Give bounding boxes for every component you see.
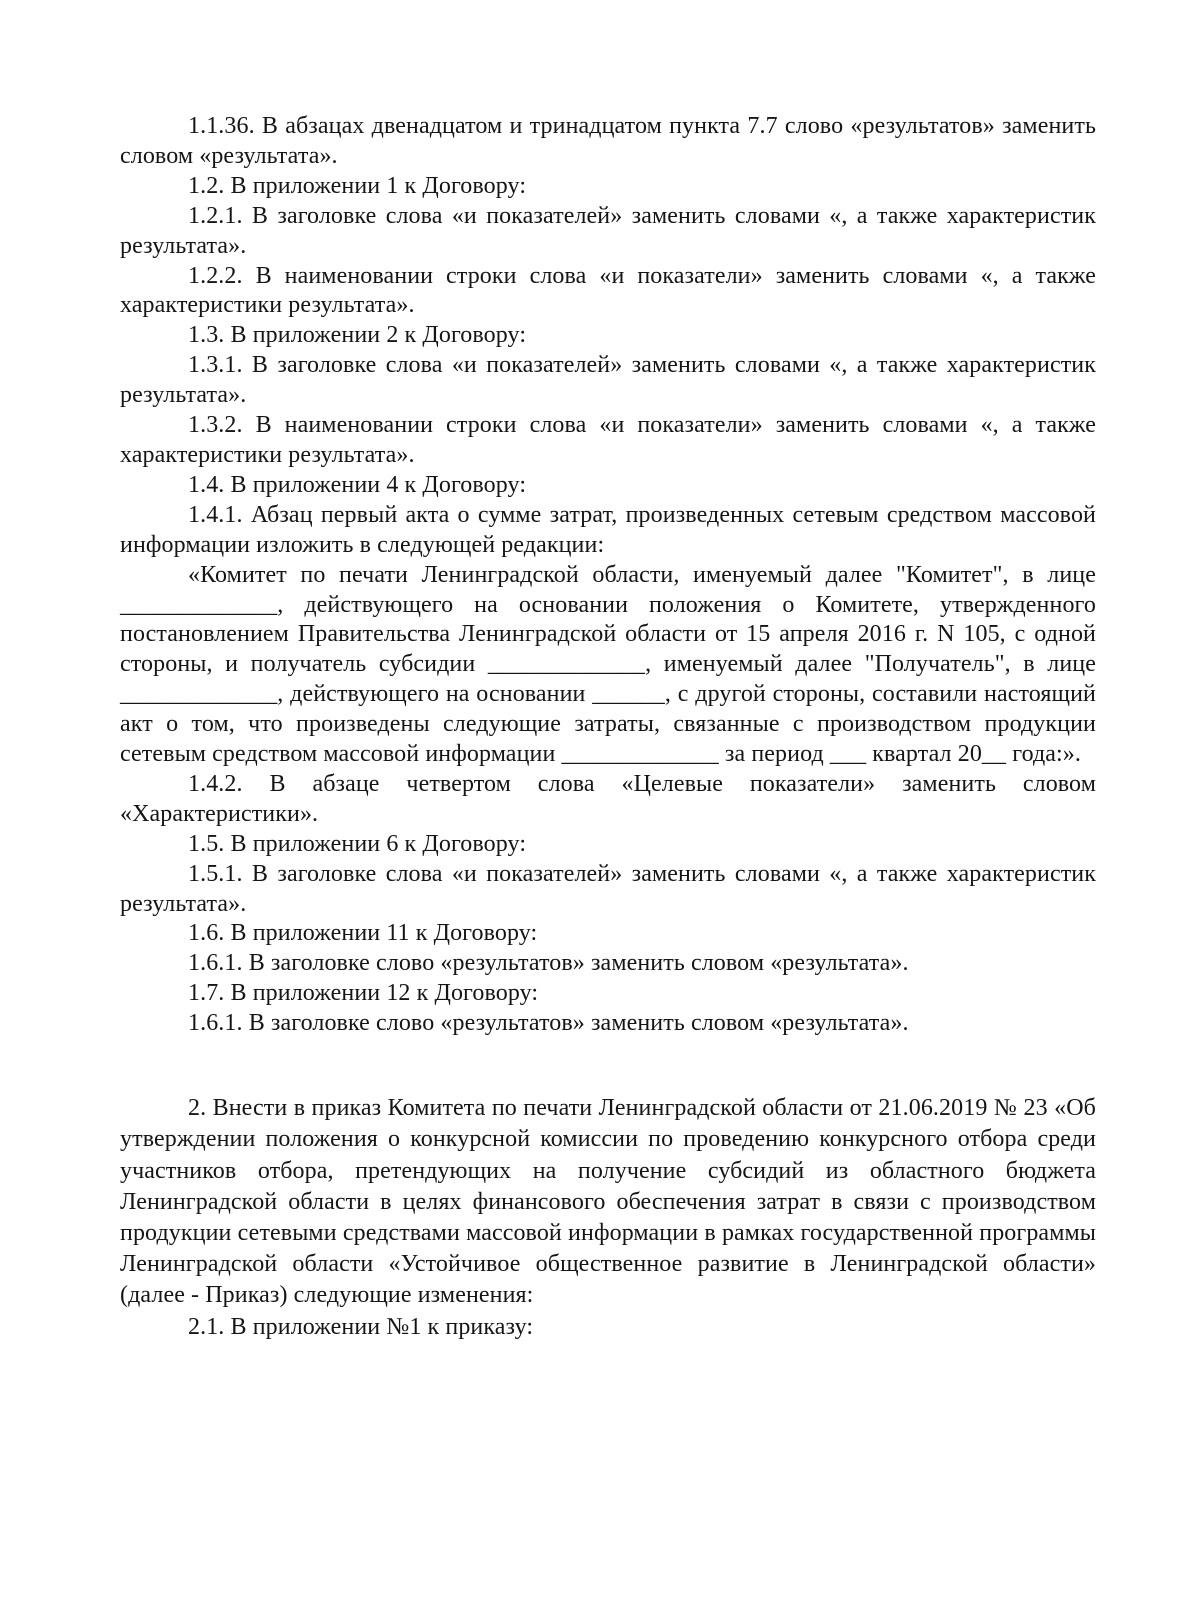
paragraph-order-amendment: 2. Внести в приказ Комитета по печати Ленинградской области от 21.06.2019 № 23 «Об утверждении положения о конкурсной комиссии по проведению конкурсного отбора среди участников отбора, претендующих на получение субсидий из областного бюджета Ленинградской области в целях финансового обеспечения затрат в связи с производством продукции сетевыми средствами массовой информации в рамках государственной программы Ленинградской области «Устойчивое общественное развитие в Ленинградской области» (далее - Приказ) следующие изменения: [120, 1095, 1096, 1309]
paragraph: 2.1. В приложении №1 к приказу: [188, 1313, 534, 1340]
paragraph: 1.6. В приложении 11 к Договору: [188, 920, 538, 947]
paragraph: 1.4. В приложении 4 к Договору: [188, 471, 527, 498]
paragraph: 1.1.36. В абзацах двенадцатом и тринадцатом пункта 7.7 слово «результатов» заменить словом «результата». [120, 113, 1096, 169]
paragraph: 1.5. В приложении 6 к Договору: [188, 830, 527, 857]
section-spacer [120, 1039, 1096, 1093]
paragraph: 1.6.1. В заголовке слово «результатов» заменить словом «результата». [188, 950, 909, 977]
paragraph: 1.6.1. В заголовке слово «результатов» заменить словом «результата». [188, 1010, 909, 1037]
amendments-section-2 [120, 1093, 1096, 1343]
paragraph-act-text: «Комитет по печати Ленинградской области, именуемый далее "Комитет", в лице _____________, действующего на основании положения о Комитете, утвержденного постановлением Правительства Ленинградской области от 15 апреля 2016 г. N 105, с одной стороны, и получатель субсидии _____________, именуемый далее "Получатель", в лице _____________, действующего на основании ______, с другой стороны, составили настоящий акт о том, что произведены следующие затраты, связанные с производством продукции сетевым средством массовой информации _____________ за период ___ квартал 20__ года:». [120, 561, 1096, 768]
paragraph: 1.5.1. В заголовке слова «и показателей» заменить словами «, а также характеристик результата». [120, 860, 1096, 917]
paragraph: 1.3. В приложении 2 к Договору: [188, 322, 527, 349]
amendments-section-1 [120, 112, 1096, 1039]
paragraph: 1.2.2. В наименовании строки слова «и показатели» заменить словами «, а также характеристики результата». [120, 262, 1096, 319]
paragraph: 1.7. В приложении 12 к Договору: [188, 980, 539, 1007]
paragraph: 1.4.1. Абзац первый акта о сумме затрат, произведенных сетевым средством массовой информации изложить в следующей редакции: [120, 501, 1096, 558]
paragraph: 1.3.1. В заголовке слова «и показателей» заменить словами «, а также характеристик результата». [120, 352, 1096, 409]
paragraph: 1.2. В приложении 1 к Договору: [188, 172, 527, 199]
paragraph: 1.2.1. В заголовке слова «и показателей» заменить словами «, а также характеристик результата». [120, 202, 1096, 259]
paragraph: 1.4.2. В абзаце четвертом слова «Целевые показатели» заменить словом «Характеристики». [120, 770, 1096, 827]
paragraph: 1.3.2. В наименовании строки слова «и показатели» заменить словами «, а также характеристики результата». [120, 412, 1096, 468]
